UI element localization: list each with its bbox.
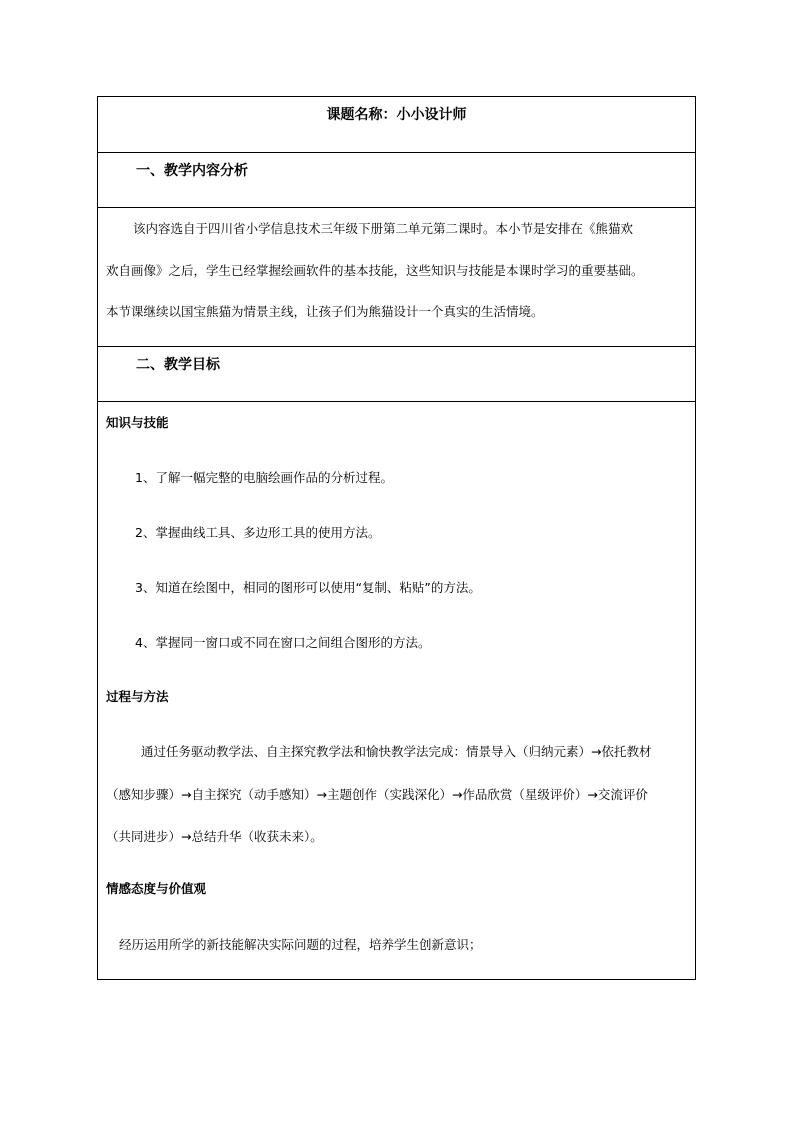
lesson-title: 课题名称：小小设计师 <box>326 107 467 123</box>
section2-heading: 二、教学目标 <box>136 357 220 373</box>
process-line: （感知步骤）→自主探究（动手感知）→主题创作（实践深化）→作品欣赏（星级评价）→交流评价 <box>106 787 648 802</box>
lesson-plan-table <box>97 96 696 980</box>
knowledge-item: 4、掌握同一窗口或不同在窗口之间组合图形的方法。 <box>135 635 431 650</box>
row-divider <box>98 152 695 153</box>
row-divider <box>98 401 695 402</box>
process-line: （共同进步）→总结升华（收获未来）。 <box>106 829 323 844</box>
section1-line: 本节课继续以国宝熊猫为情景主线，让孩子们为熊猫设计一个真实的生活情境。 <box>106 304 544 319</box>
knowledge-label: 知识与技能 <box>106 415 169 430</box>
section1-heading: 一、教学内容分析 <box>136 163 248 179</box>
knowledge-item: 2、掌握曲线工具、多边形工具的使用方法。 <box>135 525 381 540</box>
process-label: 过程与方法 <box>106 689 169 704</box>
row-divider <box>98 346 695 347</box>
emotion-line: 经历运用所学的新技能解决实际问题的过程，培养学生创新意识； <box>119 937 482 952</box>
knowledge-item: 1、了解一幅完整的电脑绘画作品的分析过程。 <box>135 470 393 485</box>
process-line: 通过任务驱动教学法、自主探究教学法和愉快教学法完成：情景导入（归纳元素）→依托教材 <box>141 744 652 759</box>
emotion-label: 情感态度与价值观 <box>106 881 207 896</box>
section1-line: 该内容选自于四川省小学信息技术三年级下册第二单元第二课时。本小节是安排在《熊猫欢 <box>133 221 634 236</box>
knowledge-item: 3、知道在绘图中，相同的图形可以使用“复制、粘贴”的方法。 <box>135 580 481 595</box>
section1-line: 欢自画像》之后，学生已经掌握绘画软件的基本技能，这些知识与技能是本课时学习的重要基础。 <box>106 263 644 278</box>
row-divider <box>98 207 695 208</box>
